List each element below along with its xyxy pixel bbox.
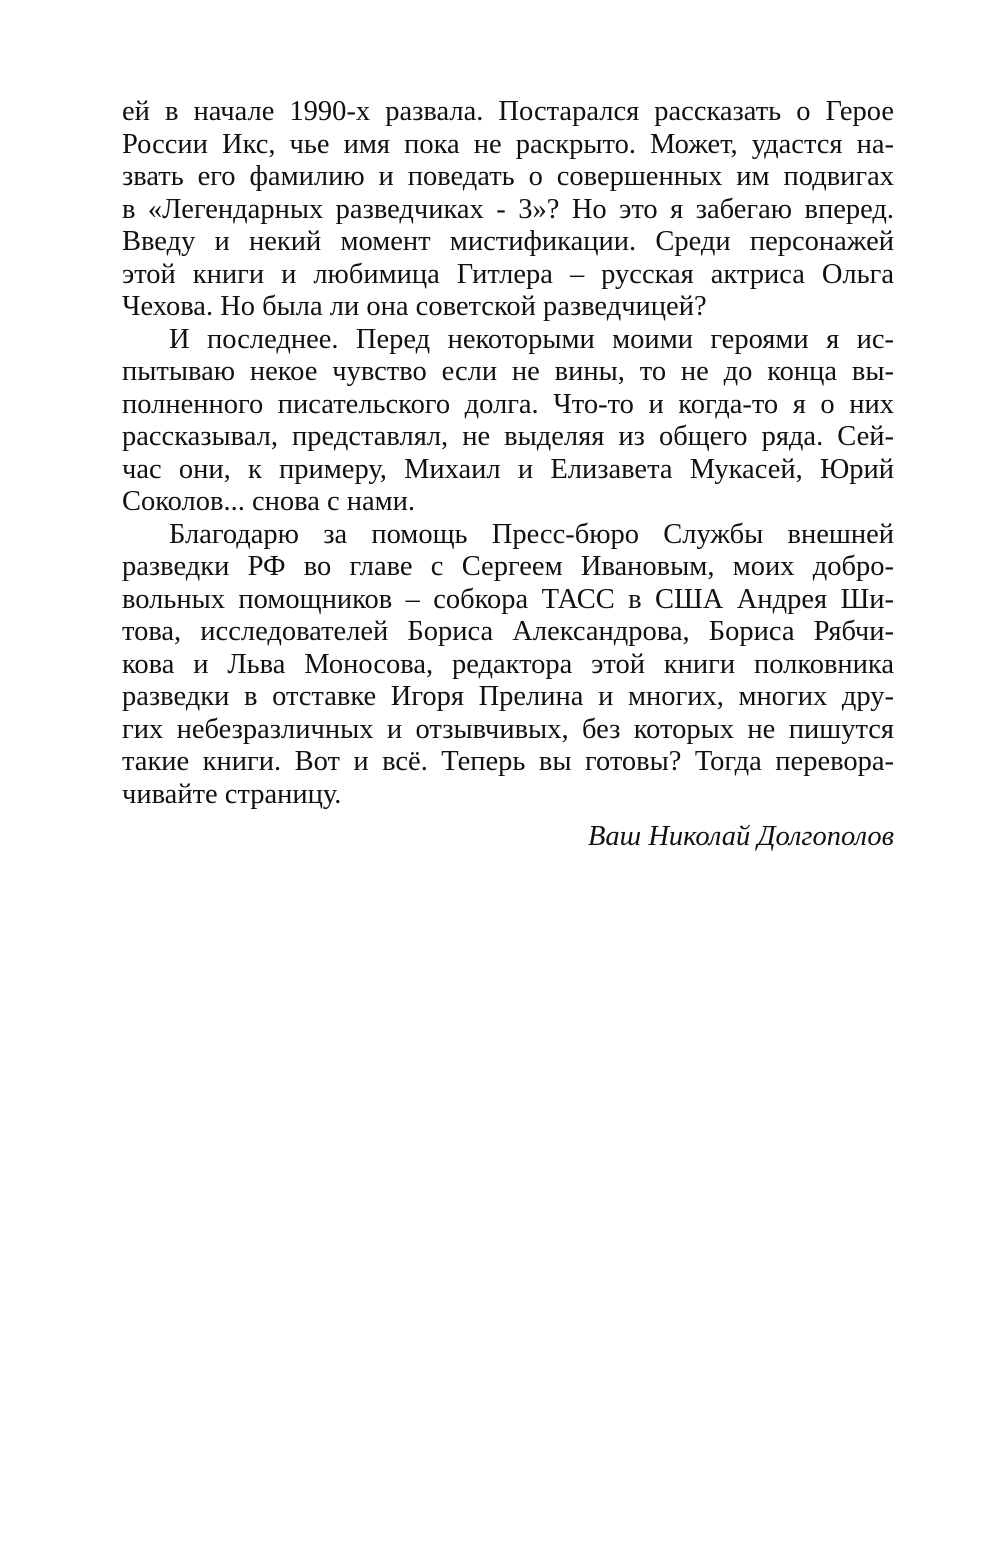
text-line: в «Легендарных разведчиках - 3»? Но это я забегаю вперед. [122,193,894,225]
text-line: гих небезразличных и отзывчивых, без которых не пишутся [122,713,894,745]
text-line: полненного писательского долга. Что-то и когда-то я о них [122,388,894,420]
text-line: вольных помощников – собкора ТАСС в США Андрея Ши- [122,583,894,615]
text-line: Соколов... снова с нами. [122,486,416,517]
text-line: това, исследователей Бориса Александрова, Бориса Рябчи- [122,616,894,647]
text-line: Чехова. Но была ли она советской разведчицей? [122,291,707,322]
paragraph-1 [122,96,894,324]
text-line: кова и Льва Моносова, редактора этой книги полковника [122,648,894,680]
text-line: пытываю некое чувство если не вины, то не до конца вы- [122,356,894,387]
text-line: разведки в отставке Игоря Прелина и многих, многих дру- [122,681,894,712]
text-line: чивайте страницу. [122,778,342,810]
text-line: такие книги. Вот и всё. Теперь вы готовы? Тогда перевора- [122,746,894,777]
book-page [122,96,894,854]
text-line: И последнее. Перед некоторыми моими героями я ис- [169,323,894,355]
text-line: Благодарю за помощь Пресс-бюро Службы внешней [169,518,894,550]
text-line: звать его фамилию и поведать о совершенных им подвигах [122,161,894,192]
paragraph-3 [122,519,894,812]
author-signature: Ваш Николай Долгополов [588,821,894,852]
text-line: ей в начале 1990-х развала. Постарался рассказать о Герое [122,96,894,127]
paragraph-2 [122,324,894,519]
text-line: разведки РФ во главе с Сергеем Ивановым, моих добро- [122,551,894,582]
text-line: час они, к примеру, Михаил и Елизавета Мукасей, Юрий [122,453,894,485]
text-line: России Икс, чье имя пока не раскрыто. Может, удастся на- [122,128,894,160]
text-line: рассказывал, представлял, не выделяя из общего ряда. Сей- [122,421,894,452]
text-line: этой книги и любимица Гитлера – русская актриса Ольга [122,258,894,290]
text-line: Введу и некий момент мистификации. Среди персонажей [122,226,894,257]
